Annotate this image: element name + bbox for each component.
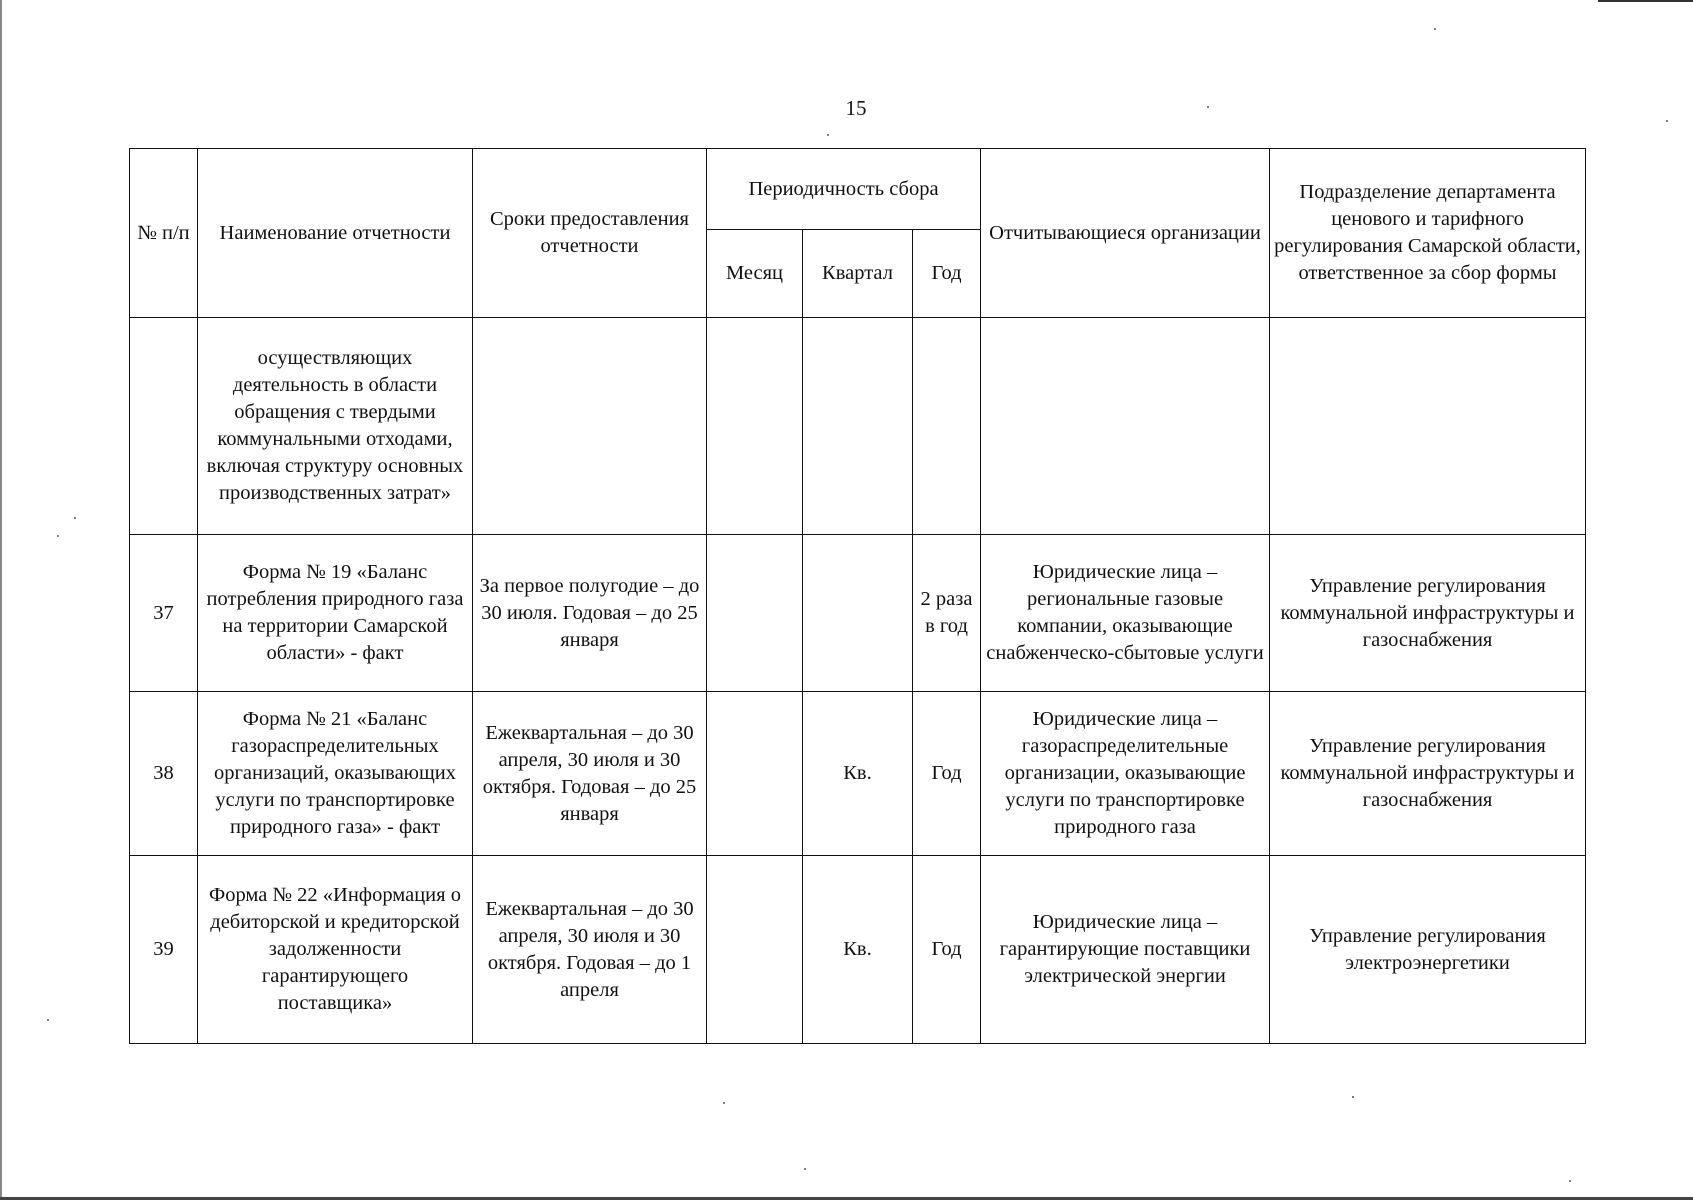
cell-year: 2 раза в год: [913, 535, 981, 692]
scan-speck: [804, 1168, 806, 1170]
cell-orgs: Юридические лица – газораспределительные организации, оказывающие услуги по транспортировке природного газа: [981, 692, 1270, 856]
header-dept: Подразделение департамента ценового и тарифного регулирования Самарской области, ответственное за сбор формы: [1270, 149, 1586, 318]
header-name: Наименование отчетности: [198, 149, 473, 318]
cell-year: Год: [913, 856, 981, 1044]
header-orgs: Отчитывающиеся организации: [981, 149, 1270, 318]
scan-speck: [1569, 1180, 1571, 1182]
header-periodicity: Периодичность сбора: [707, 149, 981, 230]
cell-deadline: [473, 318, 707, 535]
cell-dept: Управление регулирования электроэнергетики: [1270, 856, 1586, 1044]
scan-speck: [47, 1019, 49, 1021]
cell-deadline: За первое полугодие – до 30 июля. Годовая – до 25 января: [473, 535, 707, 692]
cell-year: [913, 318, 981, 535]
cell-dept: [1270, 318, 1586, 535]
scan-speck: [57, 535, 59, 537]
scan-speck: [74, 517, 76, 519]
table-row: [130, 692, 1586, 856]
cell-num: [130, 318, 198, 535]
table-header-row: [130, 149, 1586, 230]
cell-orgs: [981, 318, 1270, 535]
cell-deadline: Ежеквартальная – до 30 апреля, 30 июля и 30 октября. Годовая – до 25 января: [473, 692, 707, 856]
cell-name: Форма № 19 «Баланс потребления природного газа на территории Самарской области» - факт: [198, 535, 473, 692]
scan-speck: [1352, 1096, 1354, 1098]
page-number: 15: [845, 96, 867, 120]
header-year: Год: [913, 230, 981, 318]
cell-quarter: [803, 318, 913, 535]
cell-num: 37: [130, 535, 198, 692]
scan-speck: [1434, 28, 1436, 30]
scan-speck: [723, 1102, 725, 1104]
header-deadline: Сроки предоставления отчетности: [473, 149, 707, 318]
cell-month: [707, 318, 803, 535]
cell-deadline: Ежеквартальная – до 30 апреля, 30 июля и 30 октября. Годовая – до 1 апреля: [473, 856, 707, 1044]
cell-dept: Управление регулирования коммунальной инфраструктуры и газоснабжения: [1270, 692, 1586, 856]
cell-year: Год: [913, 692, 981, 856]
header-month: Месяц: [707, 230, 803, 318]
cell-name: Форма № 22 «Информация о дебиторской и кредиторской задолженности гарантирующего поставщика»: [198, 856, 473, 1044]
cell-month: [707, 856, 803, 1044]
header-quarter: Квартал: [803, 230, 913, 318]
cell-name: Форма № 21 «Баланс газораспределительных организаций, оказывающих услуги по транспортировке природного газа» - факт: [198, 692, 473, 856]
scan-edge: [0, 0, 2, 1200]
cell-orgs: Юридические лица – региональные газовые компании, оказывающие снабженческо-сбытовые услуги: [981, 535, 1270, 692]
header-num: № п/п: [130, 149, 198, 318]
cell-num: 39: [130, 856, 198, 1044]
table-row: [130, 318, 1586, 535]
cell-orgs: Юридические лица – гарантирующие поставщики электрической энергии: [981, 856, 1270, 1044]
table-row: [130, 856, 1586, 1044]
cell-dept: Управление регулирования коммунальной инфраструктуры и газоснабжения: [1270, 535, 1586, 692]
cell-month: [707, 535, 803, 692]
cell-num: 38: [130, 692, 198, 856]
cell-name: осуществляющих деятельность в области обращения с твердыми коммунальными отходами, включая структуру основных производственных затрат»: [198, 318, 473, 535]
cell-quarter: Кв.: [803, 856, 913, 1044]
cell-month: [707, 692, 803, 856]
cell-quarter: Кв.: [803, 692, 913, 856]
table-row: [130, 535, 1586, 692]
reporting-table: [129, 148, 1586, 1044]
cell-quarter: [803, 535, 913, 692]
scan-speck: [827, 134, 829, 136]
scan-artifact-top: [1598, 0, 1693, 2]
